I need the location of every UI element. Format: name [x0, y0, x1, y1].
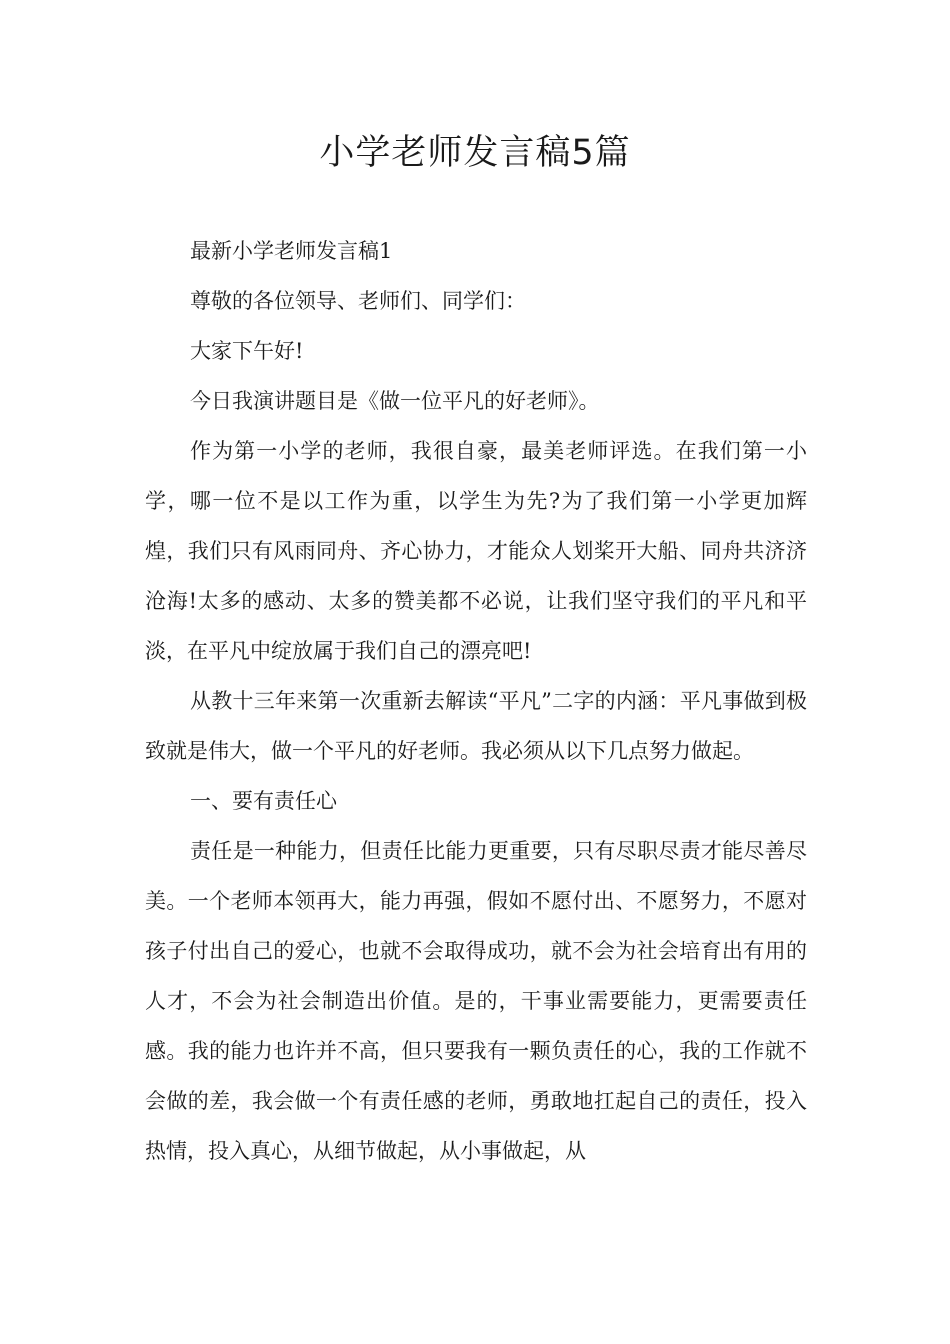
paragraph-body: 作为第一小学的老师，我很自豪，最美老师评选。在我们第一小学，哪一位不是以工作为重，以学生为先?为了我们第一小学更加辉煌，我们只有风雨同舟、齐心协力，才能众人划桨开大船、同舟共济济沧海!太多的感动、太多的赞美都不必说，让我们坚守我们的平凡和平淡，在平凡中绽放属于我们自己的漂亮吧!: [145, 439, 807, 663]
paragraph-heading: 最新小学老师发言稿1: [190, 239, 393, 263]
section-heading: 一、要有责任心: [190, 789, 337, 813]
document-body: [145, 226, 807, 1176]
paragraph-body: 责任是一种能力，但责任比能力更重要，只有尽职尽责才能尽善尽美。一个老师本领再大，能力再强，假如不愿付出、不愿努力，不愿对孩子付出自己的爱心，也就不会取得成功，就不会为社会培育出有用的人才，不会为社会制造出价值。是的，干事业需要能力，更需要责任感。我的能力也许并不高，但只要我有一颗负责任的心，我的工作就不会做的差，我会做一个有责任感的老师，勇敢地扛起自己的责任，投入热情，投入真心，从细节做起，从小事做起，从: [145, 839, 807, 1163]
paragraph-greeting: 大家下午好!: [190, 339, 304, 363]
paragraph-body: 从教十三年来第一次重新去解读“平凡”二字的内涵：平凡事做到极致就是伟大，做一个平凡的好老师。我必须从以下几点努力做起。: [145, 689, 807, 763]
document-title: 小学老师发言稿5篇: [319, 133, 631, 173]
paragraph-salutation: 尊敬的各位领导、老师们、同学们：: [190, 289, 526, 313]
paragraph-topic: 今日我演讲题目是《做一位平凡的好老师》。: [190, 389, 600, 413]
